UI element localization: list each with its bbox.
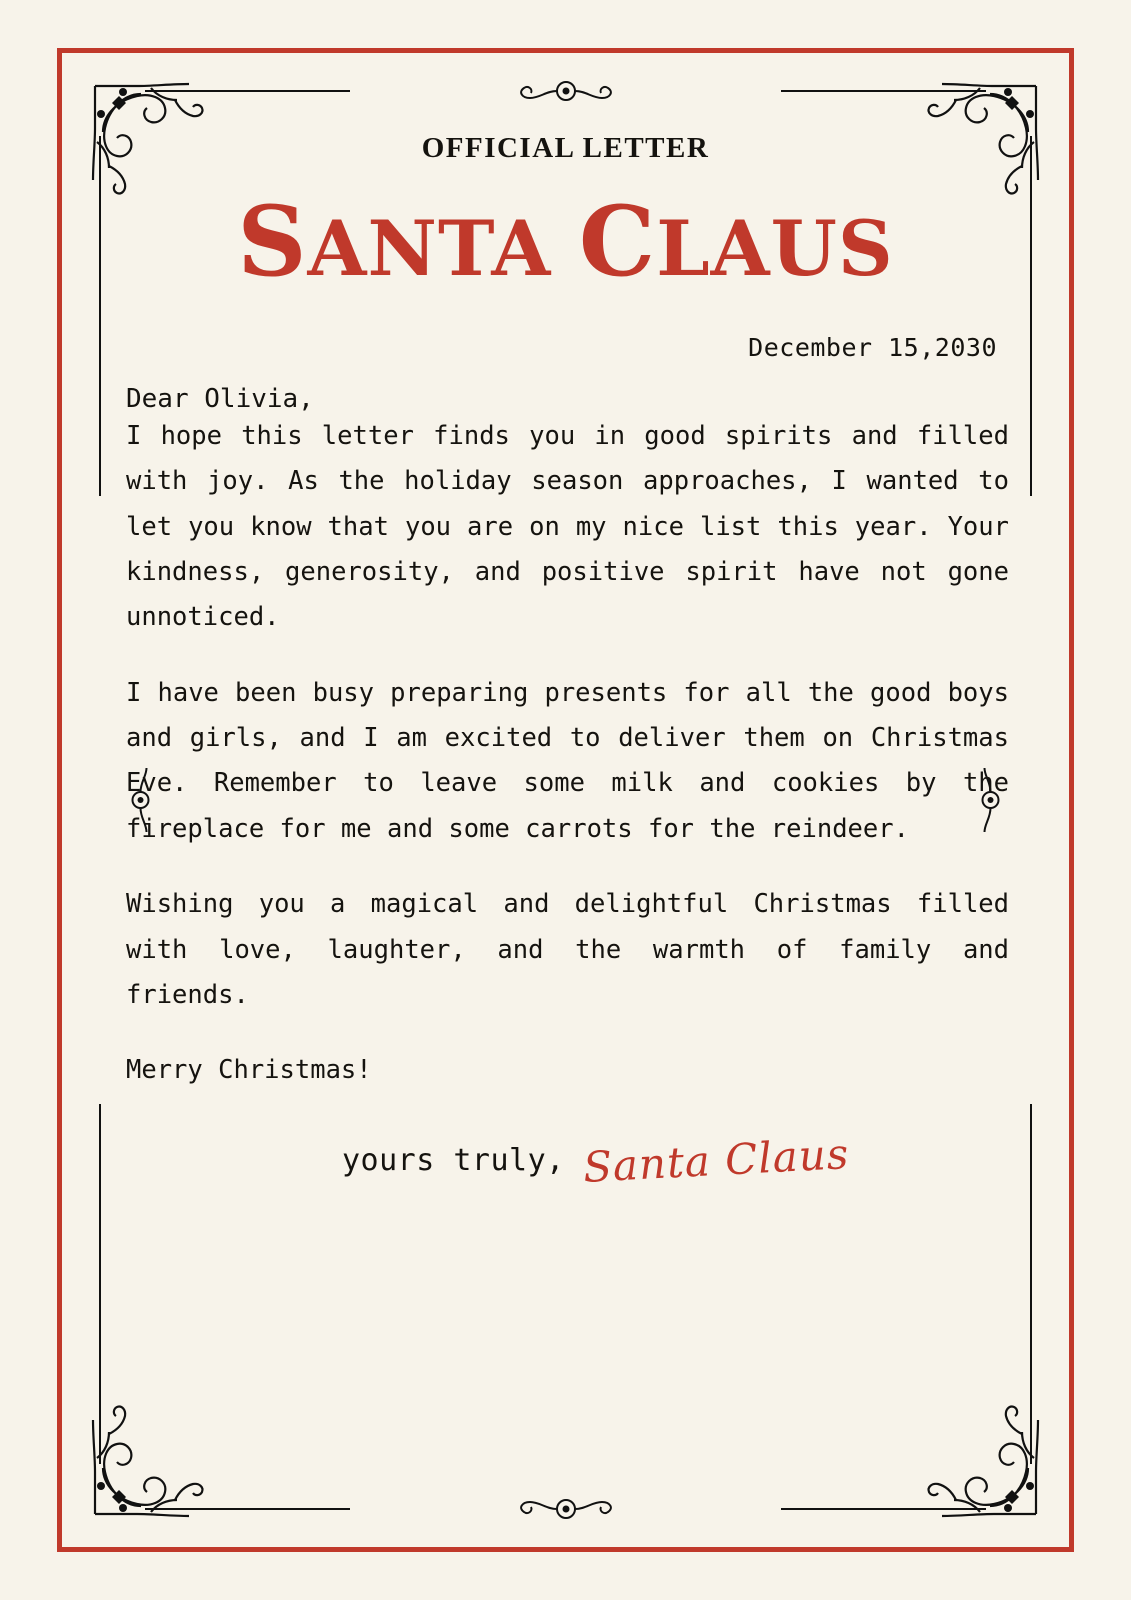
letter-body — [118, 414, 1013, 1094]
closing-line: Merry Christmas! — [126, 1055, 372, 1086]
signature-block — [118, 1128, 1013, 1192]
edge-ornament-icon — [506, 1485, 626, 1524]
title-initial-c: C — [578, 185, 657, 298]
page-title — [118, 185, 1013, 298]
paragraph-3: Wishing you a magical and delightful Christmas filled with love, laughter, and the warmth of family and friends. — [126, 889, 1009, 1010]
letter-date: December 15,2030 — [748, 332, 997, 362]
title-word-santa: ANTA — [307, 204, 552, 293]
paragraph-1: I hope this letter finds you in good spirits and filled with joy. As the holiday season approaches, I wanted to let you know that you are on my nice list this year. Your kindness, generosity, and positive spirit have not gone unnoticed. — [126, 420, 1009, 633]
signature-santa-claus: Santa Claus — [581, 1128, 851, 1192]
signoff-text: yours truly, — [341, 1142, 565, 1178]
title-word-claus: LAUS — [656, 204, 894, 293]
title-initial-s: S — [237, 185, 308, 298]
eyebrow-title: OFFICIAL LETTER — [421, 132, 710, 164]
paragraph-2: I have been busy preparing presents for all the good boys and girls, and I am excited to deliver them on Christmas Eve. Remember to leave some milk and cookies by the fireplace for me and some carrots for the reindeer. — [126, 677, 1009, 844]
salutation: Dear Olivia, — [126, 383, 314, 414]
letter-content — [118, 110, 1013, 1490]
